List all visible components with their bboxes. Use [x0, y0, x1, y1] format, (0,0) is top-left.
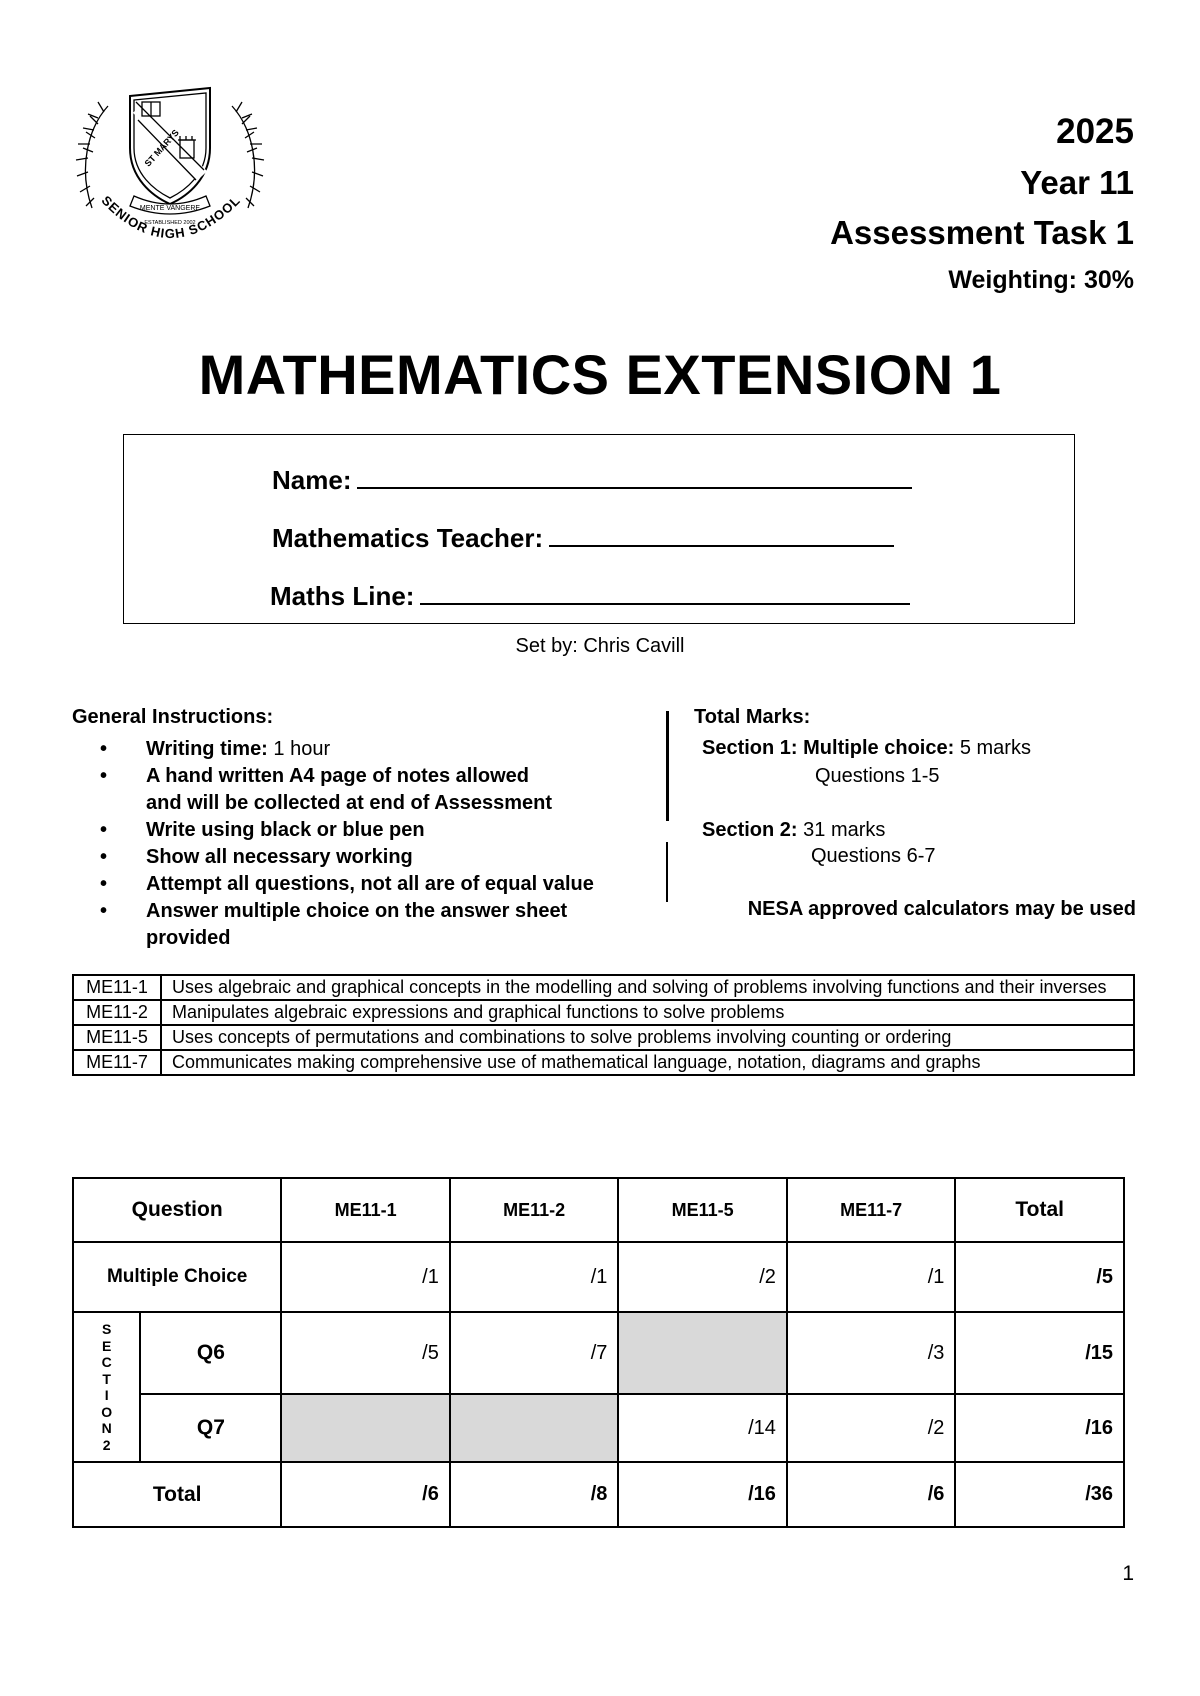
- mark-cell: /3: [787, 1312, 956, 1394]
- q6-label: Q6: [140, 1312, 281, 1394]
- mark-cell: /6: [281, 1462, 450, 1527]
- header-me11-7: ME11-7: [787, 1178, 956, 1242]
- outcome-code: ME11-5: [73, 1025, 161, 1050]
- list-item: • Write using black or blue pen: [100, 817, 594, 844]
- marks-table: [72, 1177, 1125, 1528]
- mark-total-cell: /5: [955, 1242, 1124, 1312]
- mark-cell: /2: [618, 1242, 787, 1312]
- header-year-group: Year 11: [1020, 164, 1134, 201]
- calculator-note: NESA approved calculators may be used: [747, 898, 1136, 920]
- outcomes-table: [72, 974, 1135, 1076]
- maths-line-field[interactable]: [420, 579, 910, 605]
- mark-total-cell: /15: [955, 1312, 1124, 1394]
- name-label: Name:: [272, 465, 352, 495]
- section1-questions: Questions 1-5: [815, 765, 940, 787]
- mark-cell-shaded: [618, 1312, 787, 1394]
- mark-cell: /1: [281, 1242, 450, 1312]
- mark-cell: /5: [281, 1312, 450, 1394]
- maths-line-row: [270, 579, 910, 612]
- student-details-box: [123, 434, 1075, 624]
- mark-cell-shaded: [281, 1394, 450, 1462]
- mark-cell: /1: [450, 1242, 619, 1312]
- crest-school-name: SENIOR HIGH SCHOOL: [98, 192, 244, 242]
- table-header-row: [73, 1178, 1124, 1242]
- section2-questions: Questions 6-7: [811, 845, 936, 867]
- teacher-field[interactable]: [549, 521, 894, 547]
- outcome-code: ME11-2: [73, 1000, 161, 1025]
- outcome-description: Communicates making comprehensive use of mathematical language, notation, diagrams and graphs: [161, 1050, 1134, 1075]
- header-task: Assessment Task 1: [830, 214, 1134, 251]
- outcome-description: Uses algebraic and graphical concepts in the modelling and solving of problems involving functions and their inverses: [161, 975, 1134, 1000]
- mark-cell: /14: [618, 1394, 787, 1462]
- table-row: [73, 1462, 1124, 1527]
- page-title: MATHEMATICS EXTENSION 1: [198, 343, 1002, 406]
- section2-marks: Section 2: 31 marks: [702, 819, 886, 841]
- section-2-label: S E C T I O N 2: [73, 1312, 140, 1462]
- mark-cell: /2: [787, 1394, 956, 1462]
- crest-established: ESTABLISHED 2002: [144, 220, 196, 226]
- school-crest-logo: [68, 78, 272, 260]
- mark-cell: /7: [450, 1312, 619, 1394]
- instructions-heading: General Instructions:: [72, 706, 274, 728]
- header-total: Total: [955, 1178, 1124, 1242]
- mark-cell: /1: [787, 1242, 956, 1312]
- list-item: • Attempt all questions, not all are of equal value: [100, 871, 594, 898]
- table-row: [73, 1025, 1134, 1050]
- table-row: [73, 1312, 1124, 1394]
- header-question: Question: [73, 1178, 281, 1242]
- teacher-label: Mathematics Teacher:: [272, 523, 544, 553]
- mark-total-cell: /36: [955, 1462, 1124, 1527]
- table-row: [73, 975, 1134, 1000]
- header-year: 2025: [1056, 112, 1134, 151]
- outcome-description: Uses concepts of permutations and combinations to solve problems involving counting or ordering: [161, 1025, 1134, 1050]
- table-row: [73, 1242, 1124, 1312]
- crest-top-text: ST MARYS: [142, 127, 181, 169]
- total-label: Total: [73, 1462, 281, 1527]
- page-number: 1: [1122, 1562, 1134, 1585]
- header-me11-5: ME11-5: [618, 1178, 787, 1242]
- set-by: Set by: Chris Cavill: [515, 635, 685, 657]
- list-item: • Writing time: 1 hour: [100, 736, 594, 763]
- table-row: [73, 1394, 1124, 1462]
- instructions-list: [100, 736, 594, 952]
- crest-motto: MENTE VANGERE: [139, 205, 201, 212]
- column-divider: [666, 842, 668, 902]
- list-item: • Show all necessary working: [100, 844, 594, 871]
- outcome-code: ME11-1: [73, 975, 161, 1000]
- teacher-row: [272, 521, 894, 554]
- outcome-description: Manipulates algebraic expressions and graphical functions to solve problems: [161, 1000, 1134, 1025]
- mark-cell: /6: [787, 1462, 956, 1527]
- total-marks-heading: Total Marks:: [694, 706, 811, 728]
- header-weighting: Weighting: 30%: [948, 266, 1134, 294]
- q7-label: Q7: [140, 1394, 281, 1462]
- mark-cell: /8: [450, 1462, 619, 1527]
- outcome-code: ME11-7: [73, 1050, 161, 1075]
- name-field[interactable]: [357, 463, 912, 489]
- mark-cell-shaded: [450, 1394, 619, 1462]
- name-row: [272, 463, 912, 496]
- mark-cell: /16: [618, 1462, 787, 1527]
- table-row: [73, 1050, 1134, 1075]
- table-row: [73, 1000, 1134, 1025]
- header-me11-2: ME11-2: [450, 1178, 619, 1242]
- mark-total-cell: /16: [955, 1394, 1124, 1462]
- mc-label: Multiple Choice: [73, 1242, 281, 1312]
- section1-marks: Section 1: Multiple choice: 5 marks: [702, 737, 1031, 759]
- column-divider: [666, 711, 669, 821]
- list-item: • A hand written A4 page of notes allowed and will be collected at end of Assessment: [100, 763, 594, 817]
- maths-line-label: Maths Line:: [270, 581, 415, 611]
- header-me11-1: ME11-1: [281, 1178, 450, 1242]
- list-item: • Answer multiple choice on the answer sheet provided: [100, 898, 594, 952]
